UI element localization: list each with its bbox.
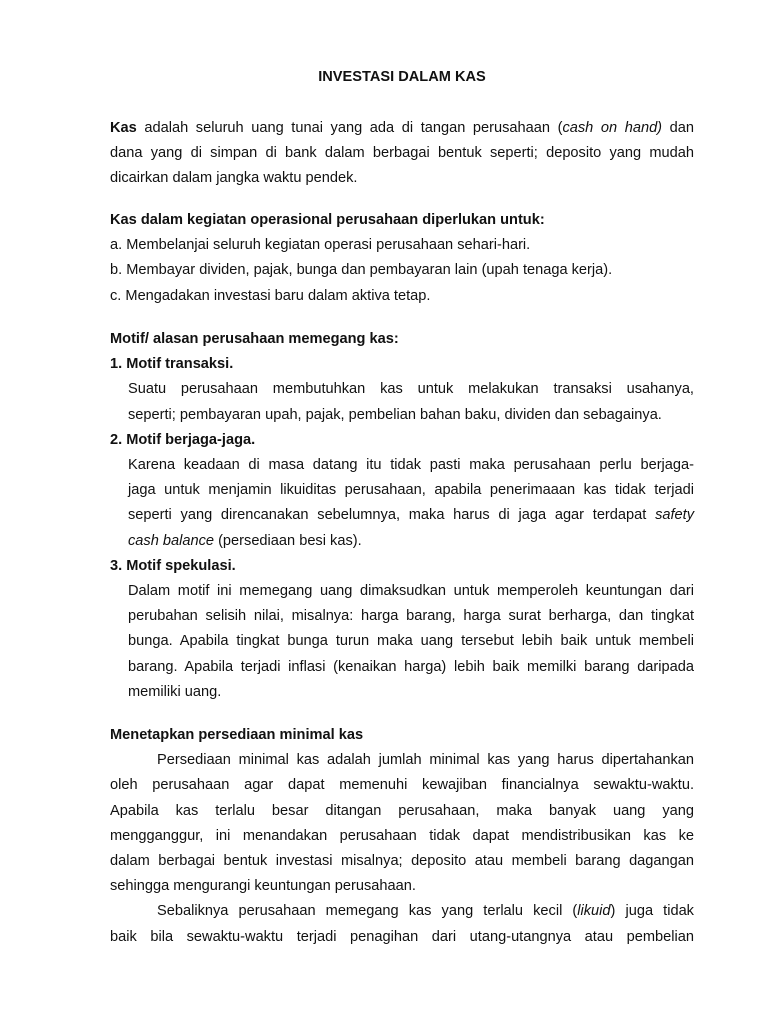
motive-precaution-line4-italic: cash balance <box>128 532 215 549</box>
minimum-paragraph-1 <box>110 748 694 899</box>
motive-speculation-body <box>110 579 694 705</box>
intro-line-1 <box>110 116 694 141</box>
minimum-p1-line: oleh perusahaan agar dapat memenuhi kewajiban financialnya sewaktu-waktu. <box>110 777 694 794</box>
motive-speculation-title: 3. Motif spekulasi. <box>110 557 236 574</box>
motive-precaution-line: Karena keadaan di masa datang itu tidak pasti maka perusahaan perlu berjaga- <box>128 457 694 474</box>
intro-line-3: dicairkan dalam jangka waktu pendek. <box>110 170 358 187</box>
minimum-p1-line: Apabila kas terlalu besar ditangan perusahaan, maka banyak uang yang <box>110 802 694 819</box>
minimum-p2-italic: likuid <box>577 903 611 920</box>
operational-item: b. Membayar dividen, pajak, bunga dan pembayaran lain (upah tenaga kerja). <box>110 262 613 279</box>
motive-speculation-line: bunga. Apabila tingkat bunga turun maka uang tersebut lebih baik untuk membeli <box>128 633 694 650</box>
intro-text-1: adalah seluruh uang tunai yang ada di tangan perusahaan ( <box>136 120 563 136</box>
intro-term: Kas <box>110 120 137 136</box>
minimum-p2-line: baik bila sewaktu-waktu terjadi penagihan dari utang-utangnya atau pembelian <box>110 928 694 945</box>
motive-speculation-line: perubahan selisih nilai, misalnya: harga barang, harga surat berharga, dan tingkat <box>128 608 694 625</box>
motive-precaution-line3-italic: safety <box>655 507 694 524</box>
motive-speculation-line: barang. Apabila terjadi inflasi (kenaikan harga) lebih baik memilki barang daripada <box>128 658 694 675</box>
minimum-paragraph-2 <box>110 899 694 949</box>
intro-term-italic: cash on hand) <box>562 120 663 136</box>
minimum-p1-line: sehingga mengurangi keuntungan perusahaan. <box>110 878 416 895</box>
motive-transaction-body <box>110 377 694 427</box>
motive-precaution-line3-text: seperti yang direncanakan sebelumnya, maka harus di jaga agar terdapat <box>128 507 656 524</box>
motive-transaction-line: Suatu perusahaan membutuhkan kas untuk melakukan transaksi usahanya, <box>128 381 694 398</box>
minimum-section <box>110 723 694 950</box>
motive-speculation-line: Dalam motif ini memegang uang dimaksudkan untuk memperoleh keuntungan dari <box>128 583 694 600</box>
minimum-p1-line: mengganggur, ini menandakan perusahaan tidak dapat mendistribusikan kas ke <box>110 827 694 844</box>
motive-precaution-line <box>128 529 694 554</box>
motive-transaction-line: seperti; pembayaran upah, pajak, pembelian bahan baku, dividen dan sebagainya. <box>128 406 662 423</box>
minimum-p1-line: dalam berbagai bentuk investasi misalnya; deposito atau membeli barang dagangan <box>110 853 694 870</box>
motives-section <box>110 327 694 705</box>
motive-precaution-body <box>110 453 694 554</box>
intro-text-2: dan <box>662 120 694 136</box>
motive-precaution-line4-text: (persediaan besi kas). <box>214 532 362 549</box>
motive-transaction-title: 1. Motif transaksi. <box>110 356 234 373</box>
operational-section <box>110 208 694 309</box>
operational-item: c. Mengadakan investasi baru dalam aktiva tetap. <box>110 287 431 304</box>
minimum-heading: Menetapkan persediaan minimal kas <box>110 727 364 743</box>
motives-heading: Motif/ alasan perusahaan memegang kas: <box>110 331 399 347</box>
operational-heading: Kas dalam kegiatan operasional perusahaan diperlukan untuk: <box>110 212 545 228</box>
motive-precaution-title: 2. Motif berjaga-jaga. <box>110 431 256 448</box>
minimum-p1-line: Persediaan minimal kas adalah jumlah minimal kas yang harus dipertahankan <box>157 752 694 769</box>
motive-precaution-line <box>128 503 694 528</box>
minimum-p2-text-1: Sebaliknya perusahaan memegang kas yang terlalu kecil ( <box>157 903 578 920</box>
page-title: INVESTASI DALAM KAS <box>318 69 486 85</box>
intro-line-2: dana yang di simpan di bank dalam berbagai bentuk seperti; deposito yang mudah <box>110 145 694 162</box>
intro-paragraph <box>110 116 694 192</box>
minimum-p2-line <box>110 899 694 924</box>
minimum-p2-text-2: ) juga tidak <box>610 903 694 920</box>
motive-precaution-line: jaga untuk menjamin likuiditas perusahaan, apabila penerimaaan kas tidak terjadi <box>128 482 694 499</box>
motive-speculation-line: memiliki uang. <box>128 683 222 700</box>
operational-item: a. Membelanjai seluruh kegiatan operasi perusahaan sehari-hari. <box>110 237 531 254</box>
